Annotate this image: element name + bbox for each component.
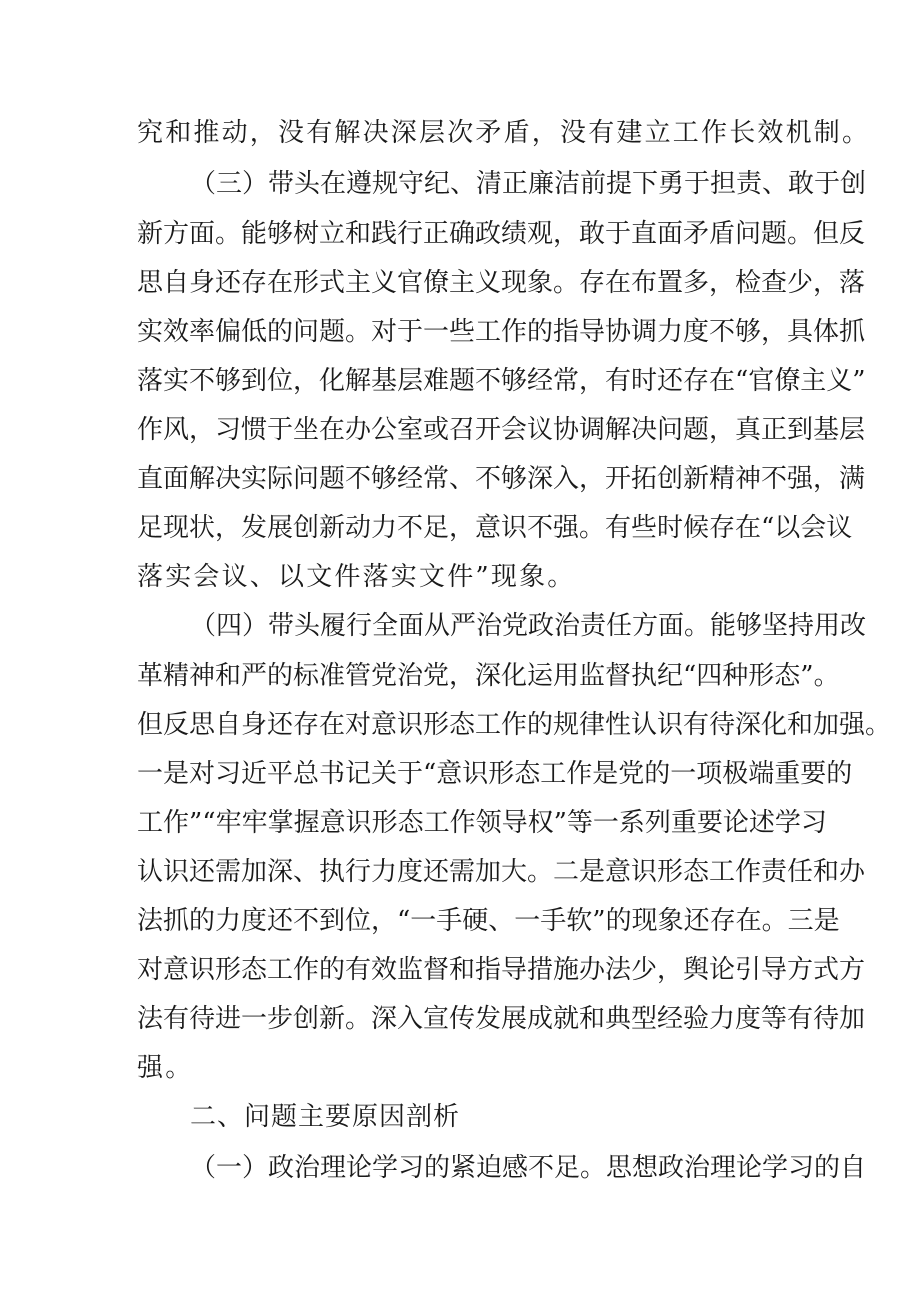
paragraph-line <box>0 162 920 206</box>
section-heading <box>0 1095 920 1139</box>
paragraph-line <box>0 359 920 403</box>
paragraph-line <box>0 457 920 501</box>
text-line: 落实会议、以文件落实文件”现象。 <box>137 562 576 592</box>
paragraph-line <box>0 506 920 550</box>
paragraph-line <box>0 703 920 747</box>
text-line: 认识还需加深、执行力度还需加大。二是意识形态工作责任和办 <box>137 857 866 887</box>
text-line: 实效率偏低的问题。对于一些工作的指导协调力度不够，具体抓 <box>137 317 866 347</box>
paragraph-line <box>0 1046 920 1090</box>
text-line: （三）带头在遵规守纪、清正廉洁前提下勇于担责、敢于创 <box>190 169 867 199</box>
paragraph-line <box>0 654 920 698</box>
paragraph-line <box>0 310 920 354</box>
paragraph-line <box>0 604 920 648</box>
paragraph-line <box>0 111 920 155</box>
text-line: （四）带头履行全面从严治党政治责任方面。能够坚持用改 <box>190 611 867 641</box>
paragraph-line <box>0 948 920 992</box>
text-line: 但反思自身还存在对意识形态工作的规律性认识有待深化和加强。 <box>137 710 892 740</box>
paragraph-line <box>0 752 920 796</box>
section-heading-text: 二、问题主要原因剖析 <box>190 1102 461 1132</box>
text-line: 新方面。能够树立和践行正确政绩观，敢于直面矛盾问题。但反 <box>137 219 866 249</box>
text-line: 法有待进一步创新。深入宣传发展成就和典型经验力度等有待加 <box>137 1004 866 1034</box>
paragraph-line <box>0 850 920 894</box>
paragraph-line <box>0 801 920 845</box>
text-line: 作风，习惯于坐在办公室或召开会议协调解决问题，真正到基层 <box>137 415 866 445</box>
text-line: 法抓的力度还不到位，“一手硬、一手软”的现象还存在。三是 <box>137 906 840 936</box>
paragraph-line <box>0 555 920 599</box>
text-line: 一是对习近平总书记关于“意识形态工作是党的一项极端重要的 <box>137 759 853 789</box>
text-line: 思自身还存在形式主义官僚主义现象。存在布置多，检查少，落 <box>137 268 866 298</box>
paragraph-line <box>0 997 920 1041</box>
text-line: 落实不够到位，化解基层难题不够经常，有时还存在“官僚主义” <box>137 366 866 396</box>
paragraph-line <box>0 1146 920 1190</box>
paragraph-line <box>0 408 920 452</box>
text-line: （一）政治理论学习的紧迫感不足。思想政治理论学习的自 <box>190 1153 867 1183</box>
text-line: 直面解决实际问题不够经常、不够深入，开拓创新精神不强，满 <box>137 464 866 494</box>
paragraph-line <box>0 899 920 943</box>
paragraph-line <box>0 212 920 256</box>
text-line: 对意识形态工作的有效监督和指导措施办法少，舆论引导方式方 <box>137 955 866 985</box>
text-line: 究和推动，没有解决深层次矛盾，没有建立工作长效机制。 <box>137 118 871 148</box>
text-line: 强。 <box>137 1053 194 1083</box>
text-line: 工作”“牢牢掌握意识形态工作领导权”等一系列重要论述学习 <box>137 808 827 838</box>
text-line: 革精神和严的标准管党治党，深化运用监督执纪“四种形态”。 <box>137 661 840 691</box>
text-line: 足现状，发展创新动力不足，意识不强。有些时候存在“以会议 <box>137 513 853 543</box>
paragraph-line <box>0 261 920 305</box>
